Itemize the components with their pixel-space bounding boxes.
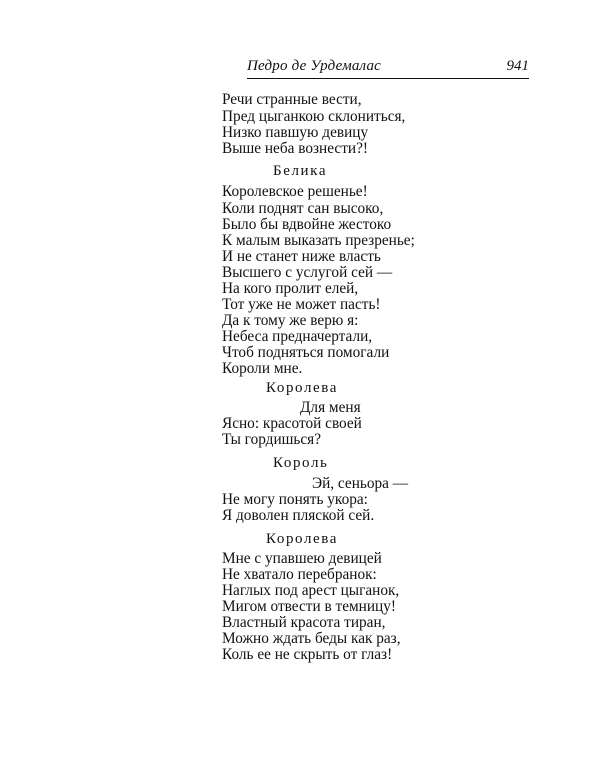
verse-line: Не могу понять укора: <box>222 491 368 508</box>
verse-line: Низко павшую девицу <box>222 124 369 141</box>
verse-line: Тот уже не может пасть! <box>222 296 381 313</box>
page-number: 941 <box>506 58 529 74</box>
verse-line: Ясно: красотой своей <box>222 415 362 432</box>
verse-line: Небеса предначертали, <box>222 328 373 345</box>
verse-line: И не станет ниже власть <box>222 248 381 265</box>
verse-line: Короли мне. <box>222 360 303 377</box>
verse-line: Пред цыганкою склониться, <box>222 108 406 125</box>
page-header <box>247 58 529 80</box>
verse-line: Эй, сеньора — <box>312 475 409 492</box>
verse-line: Коль ее не скрыть от глаз! <box>222 646 393 663</box>
verse-line: К малым выказать презренье; <box>222 232 415 249</box>
verse-line: Высшего с услугой сей — <box>222 264 393 281</box>
verse-line: Для меня <box>300 399 361 416</box>
verse-line: Мне с упавшею девицей <box>222 550 382 567</box>
speaker-name: Королева <box>266 531 339 547</box>
verse-line: Мигом отвести в темницу! <box>222 598 396 615</box>
verse-line: Выше неба вознести?! <box>222 140 368 157</box>
verse-line: Было бы вдвойне жестоко <box>222 216 392 233</box>
verse-line: Можно ждать беды как раз, <box>222 630 401 647</box>
verse-line: Ты гордишься? <box>222 431 322 448</box>
verse-line: Наглых под арест цыганок, <box>222 582 400 599</box>
running-title: Педро де Урдемалас <box>247 58 382 74</box>
verse-line: Коли поднят сан высоко, <box>222 200 384 217</box>
verse-line: Да к тому же верю я: <box>222 312 359 329</box>
verse-line: Не хватало перебранок: <box>222 566 377 583</box>
verse-line: Я доволен пляской сей. <box>222 507 375 524</box>
speaker-name: Королева <box>266 380 339 396</box>
verse-line: На кого пролит елей, <box>222 280 359 297</box>
verse-line: Чтоб подняться помогали <box>222 344 390 361</box>
speaker-name: Белика <box>273 163 328 179</box>
verse-line: Королевское решенье! <box>222 183 368 200</box>
verse-line: Властный красота тиран, <box>222 614 386 631</box>
speaker-name: Король <box>273 455 329 471</box>
verse-line: Речи странные вести, <box>222 91 362 108</box>
header-rule <box>247 78 529 79</box>
